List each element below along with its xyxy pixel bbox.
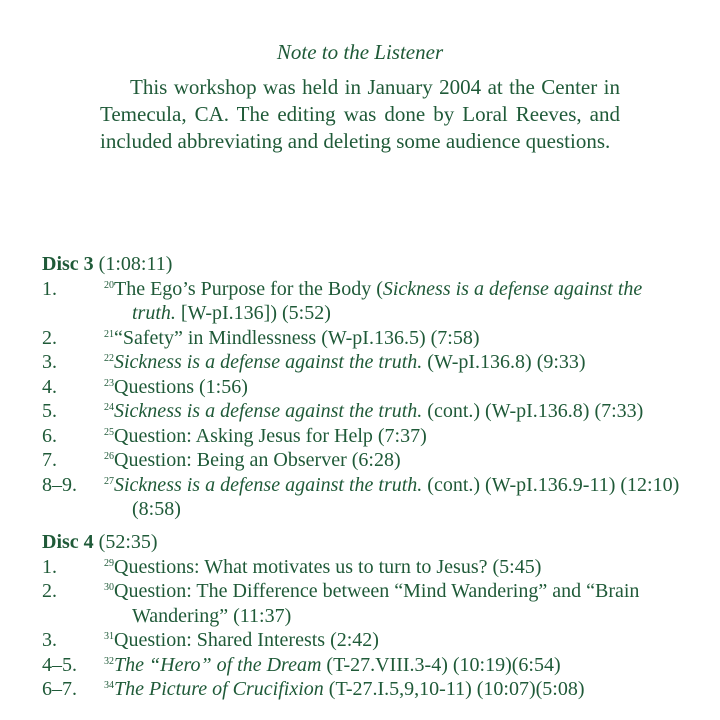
disc-section (42, 252, 682, 522)
track-title-text: (cont.) (W-pI.136.8) (7:33) (422, 400, 644, 422)
track-number: 3. (42, 351, 57, 373)
track-title-italic: Sickness is a defense against the truth. (132, 277, 643, 324)
footnote-marker: 29 (104, 557, 114, 569)
track-title (104, 326, 682, 351)
track-title-text: The Ego’s Purpose for the Body ( (114, 277, 383, 300)
track-title (104, 677, 682, 702)
disc-label: Disc 4 (42, 531, 94, 553)
track-number: 3. (42, 629, 57, 651)
track-item (42, 628, 682, 653)
footnote-marker: 24 (104, 402, 114, 413)
footnote-marker: 30 (104, 582, 114, 593)
track-item (42, 277, 682, 326)
track-number: 5. (42, 400, 57, 422)
track-list (42, 277, 682, 522)
track-title-text: Question: Asking Jesus for Help (7:37) (114, 424, 427, 447)
disc-heading (42, 530, 682, 555)
track-title (104, 448, 682, 473)
track-number: 6. (42, 424, 57, 447)
track-title (104, 399, 682, 424)
footnote-marker: 25 (104, 426, 114, 438)
track-title-text: [W-pI.136]) (5:52) (175, 302, 331, 324)
track-title-text: “Safety” in Mindlessness (W-pI.136.5) (7:58) (114, 326, 480, 349)
footnote-marker: 21 (104, 328, 114, 340)
track-title-text: Questions (1:56) (114, 375, 248, 398)
footnote-marker: 27 (104, 475, 114, 487)
footnote-marker: 23 (104, 377, 114, 389)
track-item (42, 473, 682, 522)
track-title-text: Question: Being an Observer (6:28) (114, 449, 401, 471)
track-title-italic: The “Hero” of the Dream (114, 653, 322, 676)
track-title (104, 473, 682, 522)
track-number: 1. (42, 277, 57, 300)
track-item (42, 448, 682, 473)
track-item (42, 579, 682, 628)
track-title (104, 375, 682, 400)
track-title-italic: Sickness is a defense against the truth. (114, 473, 423, 496)
track-number: 4–5. (42, 653, 77, 676)
track-number: 7. (42, 449, 57, 471)
track-item (42, 375, 682, 400)
track-title (104, 424, 682, 449)
track-title-text: Question: The Difference between “Mind Wandering” and “Brain Wandering” (11:37) (114, 580, 640, 627)
track-title (104, 579, 682, 628)
track-item (42, 399, 682, 424)
disc-duration: (52:35) (98, 531, 158, 553)
disc-heading (42, 252, 682, 277)
footnote-marker: 26 (104, 451, 114, 462)
track-title-text: Question: Shared Interests (2:42) (114, 629, 379, 651)
track-title-text: Questions: What motivates us to turn to Jesus? (5:45) (114, 555, 542, 578)
track-item (42, 555, 682, 580)
track-item (42, 653, 682, 678)
track-title (104, 277, 682, 326)
track-item (42, 677, 682, 702)
track-item (42, 424, 682, 449)
track-title (104, 628, 682, 653)
track-title-text: (T-27.VIII.3-4) (10:19)(6:54) (321, 653, 561, 676)
track-title (104, 653, 682, 678)
track-item (42, 350, 682, 375)
track-number: 2. (42, 326, 57, 349)
track-title-italic: Sickness is a defense against the truth. (114, 400, 423, 422)
footnote-marker: 22 (104, 353, 114, 364)
footnote-marker: 34 (104, 680, 114, 691)
track-title-text: (cont.) (W-pI.136.9-11) (12:10)(8:58) (132, 473, 680, 520)
track-number: 6–7. (42, 678, 77, 700)
footnote-marker: 32 (104, 655, 114, 667)
disc-section (42, 530, 682, 702)
track-title (104, 350, 682, 375)
track-title (104, 555, 682, 580)
footnote-marker: 31 (104, 631, 114, 642)
footnote-marker: 20 (104, 279, 114, 291)
intro-paragraph: This workshop was held in January 2004 at the Center in Temecula, CA. The editing was done by Loral Reeves, and included abbreviating and deleting some audience questions. (100, 75, 620, 153)
track-title-italic: Sickness is a defense against the truth. (114, 351, 423, 373)
track-title-text: (W-pI.136.8) (9:33) (422, 351, 586, 373)
track-title-italic: The Picture of Crucifixion (114, 678, 324, 700)
track-number: 8–9. (42, 473, 77, 496)
track-list (42, 555, 682, 702)
track-number: 2. (42, 580, 57, 602)
disc-label: Disc 3 (42, 253, 94, 275)
track-number: 4. (42, 375, 57, 398)
track-title-text: (T-27.I.5,9,10-11) (10:07)(5:08) (323, 678, 585, 700)
disc-duration: (1:08:11) (98, 253, 173, 275)
page-title: Note to the Listener (276, 40, 444, 64)
track-number: 1. (42, 555, 57, 578)
track-item (42, 326, 682, 351)
